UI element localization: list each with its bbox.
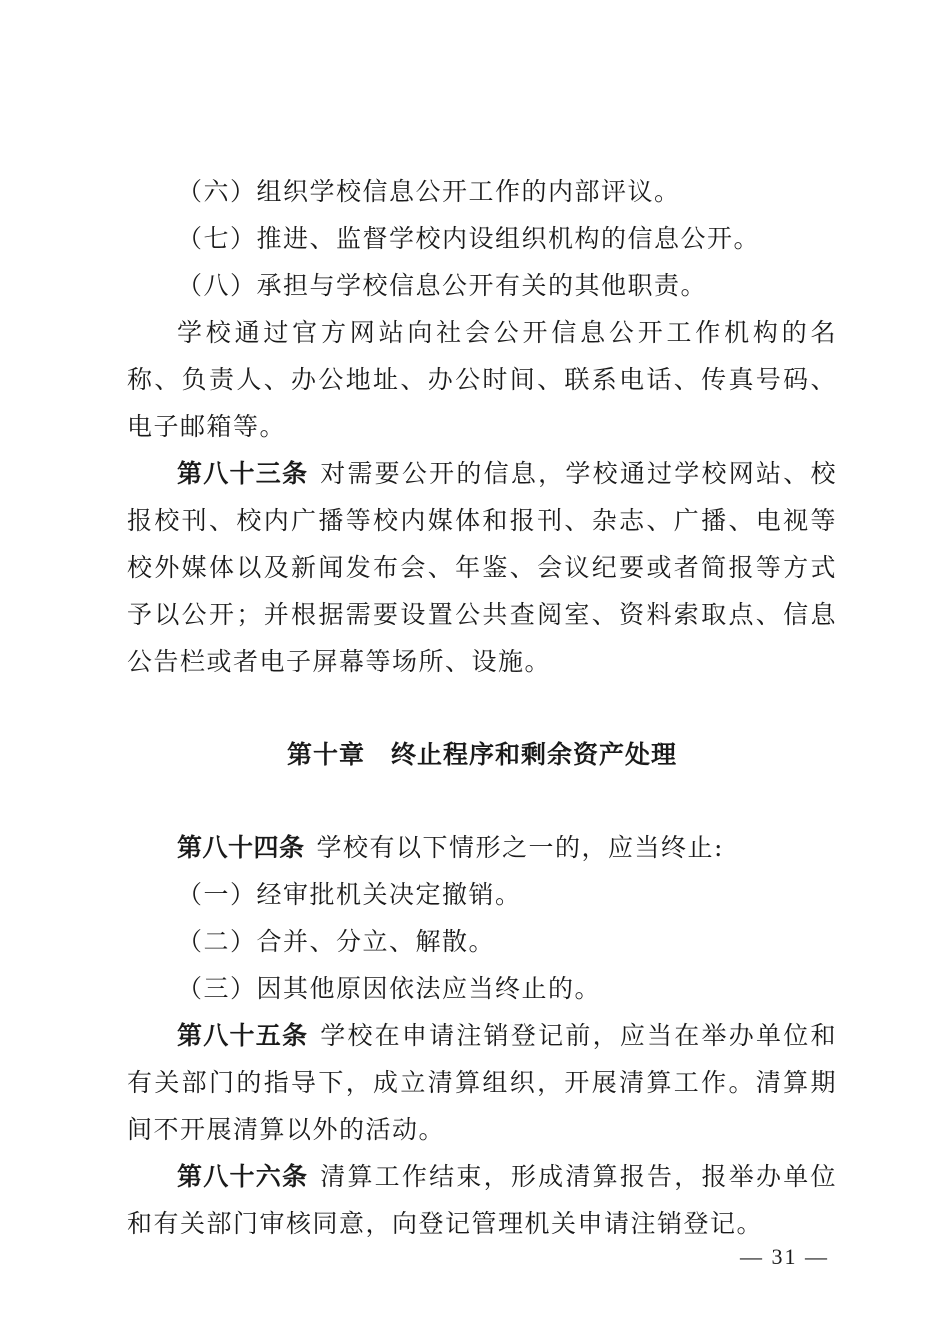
paragraph-text: （三）因其他原因依法应当终止的。 xyxy=(177,974,602,1003)
article-heading: 第八十三条 xyxy=(177,459,309,488)
chapter-heading xyxy=(127,731,837,778)
paragraph xyxy=(127,215,837,262)
paragraph xyxy=(127,918,837,965)
article-heading: 第八十六条 xyxy=(177,1162,309,1191)
bottom-section xyxy=(127,824,837,1247)
article-paragraph xyxy=(127,824,837,871)
paragraph-text: （六）组织学校信息公开工作的内部评议。 xyxy=(177,177,681,206)
paragraph-text: 清算工作结束，形成清算报告，报举办单位和有关部门审核同意，向登记管理机关申请注销登记。 xyxy=(127,1162,837,1238)
article-paragraph xyxy=(127,1012,837,1153)
article-paragraph xyxy=(127,450,837,685)
top-section xyxy=(127,168,837,685)
paragraph-text: （七）推进、监督学校内设组织机构的信息公开。 xyxy=(177,224,761,253)
paragraph-text: 对需要公开的信息，学校通过学校网站、校报校刊、校内广播等校内媒体和报刊、杂志、广播、电视等校外媒体以及新闻发布会、年鉴、会议纪要或者简报等方式予以公开；并根据需要设置公共查阅室、资料索取点、信息公告栏或者电子屏幕等场所、设施。 xyxy=(127,459,837,676)
article-heading: 第八十五条 xyxy=(177,1021,309,1050)
paragraph xyxy=(127,965,837,1012)
paragraph-text: （二）合并、分立、解散。 xyxy=(177,927,496,956)
paragraph-text: 学校通过官方网站向社会公开信息公开工作机构的名称、负责人、办公地址、办公时间、联系电话、传真号码、电子邮箱等。 xyxy=(127,318,837,441)
document-body xyxy=(127,168,837,1247)
article-paragraph xyxy=(127,1153,837,1247)
page-number: — 31 — xyxy=(740,1244,829,1269)
paragraph xyxy=(127,262,837,309)
paragraph xyxy=(127,168,837,215)
paragraph-text: （八）承担与学校信息公开有关的其他职责。 xyxy=(177,271,708,300)
paragraph-text: 学校有以下情形之一的，应当终止: xyxy=(316,833,724,862)
paragraph xyxy=(127,309,837,450)
paragraph xyxy=(127,871,837,918)
article-heading: 第八十四条 xyxy=(177,833,305,862)
paragraph-text: 学校在申请注销登记前，应当在举办单位和有关部门的指导下，成立清算组织，开展清算工作。清算期间不开展清算以外的活动。 xyxy=(127,1021,837,1144)
chapter-title: 终止程序和剩余资产处理 xyxy=(391,740,678,769)
paragraph-text: （一）经审批机关决定撤销。 xyxy=(177,880,522,909)
chapter-number: 第十章 xyxy=(286,740,365,769)
